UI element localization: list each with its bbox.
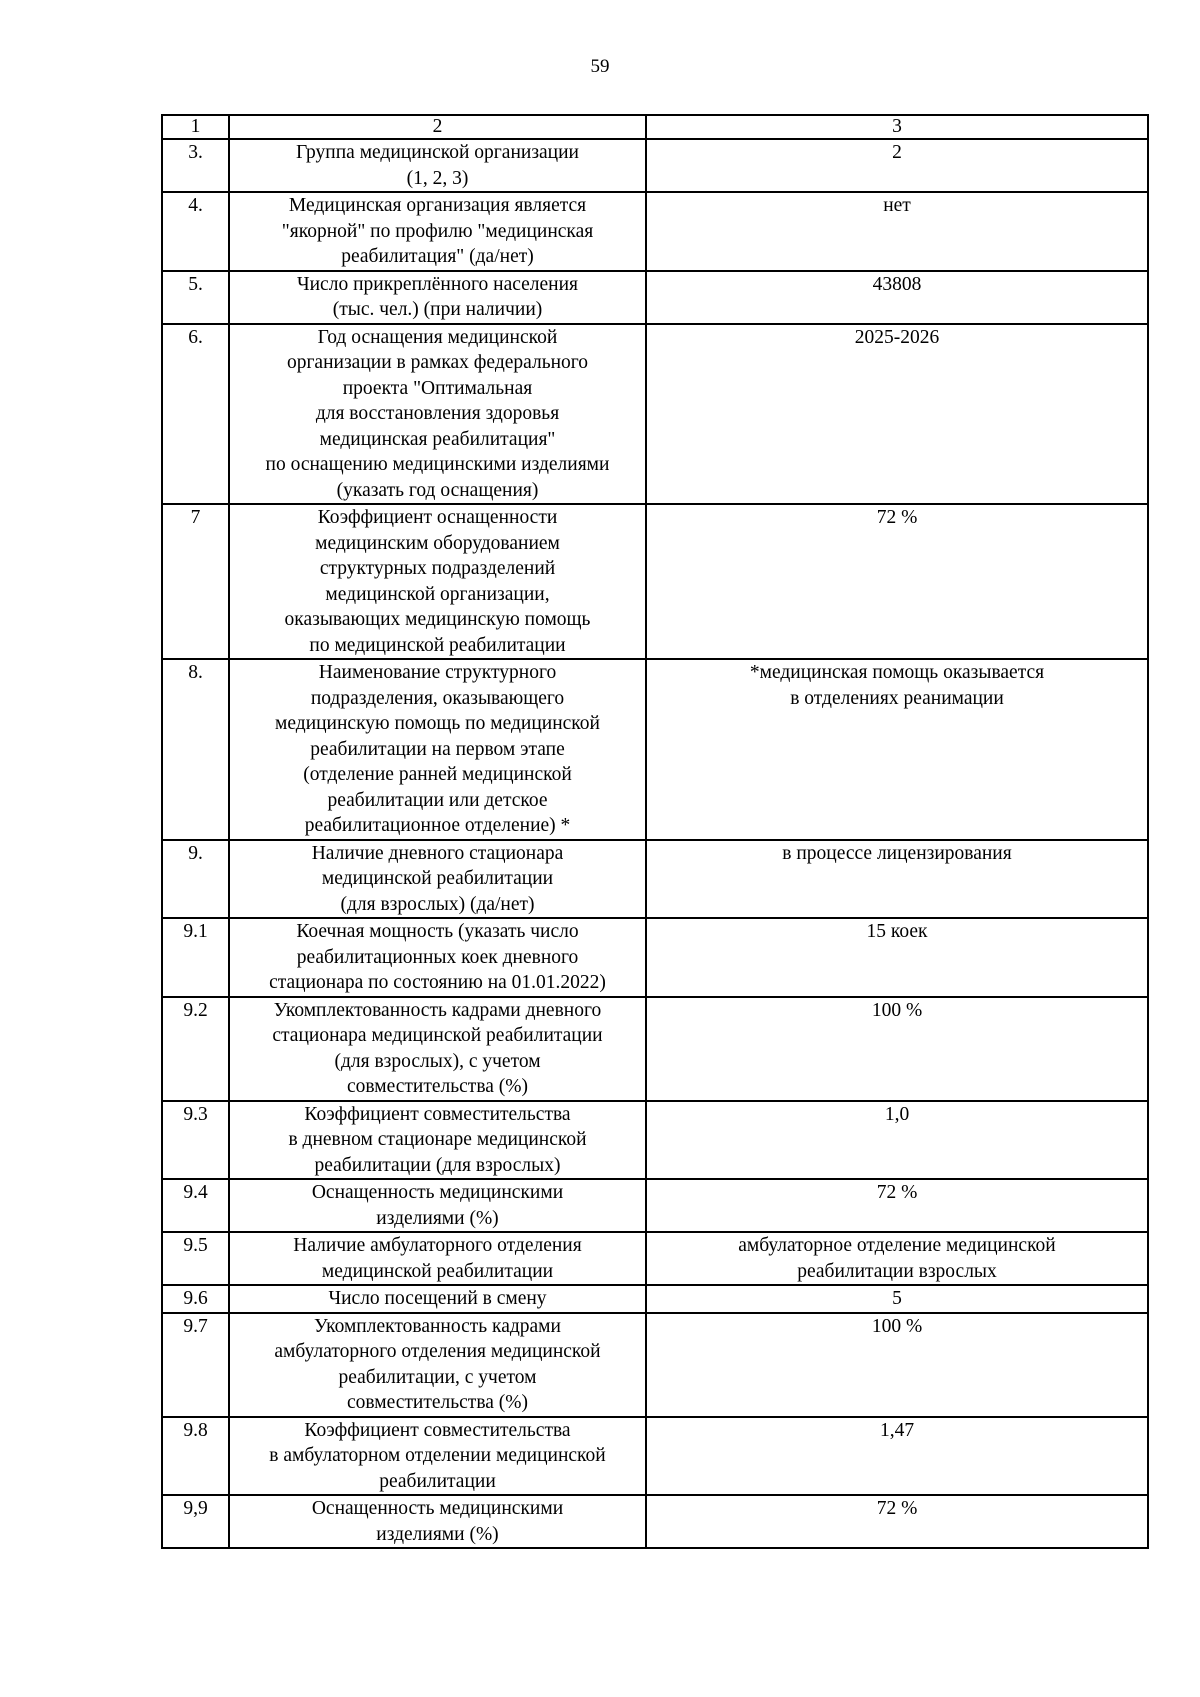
table-row xyxy=(162,504,1148,659)
row-number: 9.3 xyxy=(162,1101,229,1180)
table-row xyxy=(162,997,1148,1101)
row-number: 9.7 xyxy=(162,1313,229,1417)
header-cell-name: 2 xyxy=(229,115,646,139)
row-number: 8. xyxy=(162,659,229,840)
row-indicator: Наличие амбулаторного отделения медицинской реабилитации xyxy=(229,1232,646,1285)
page-number: 59 xyxy=(590,56,610,77)
row-value: 100 % xyxy=(646,997,1148,1101)
table-row xyxy=(162,139,1148,192)
row-value: в процессе лицензирования xyxy=(646,840,1148,919)
table-row xyxy=(162,1101,1148,1180)
row-value: амбулаторное отделение медицинской реабилитации взрослых xyxy=(646,1232,1148,1285)
table-row xyxy=(162,1417,1148,1496)
row-value: 72 % xyxy=(646,1179,1148,1232)
row-number: 9.5 xyxy=(162,1232,229,1285)
table-row xyxy=(162,1285,1148,1313)
row-indicator: Число посещений в смену xyxy=(229,1285,646,1313)
row-indicator: Коечная мощность (указать число реабилитационных коек дневного стационара по состоянию на 01.01.2022) xyxy=(229,918,646,997)
row-value: 100 % xyxy=(646,1313,1148,1417)
header-cell-value: 3 xyxy=(646,115,1148,139)
row-value: 15 коек xyxy=(646,918,1148,997)
row-number: 9.4 xyxy=(162,1179,229,1232)
table-row xyxy=(162,918,1148,997)
row-indicator: Год оснащения медицинской организации в рамках федерального проекта "Оптимальная для восстановления здоровья медицинская реабилитация" по оснащению медицинскими изделиями (указать год оснащения) xyxy=(229,324,646,505)
row-value: 1,47 xyxy=(646,1417,1148,1496)
row-indicator: Коэффициент совместительства в амбулаторном отделении медицинской реабилитации xyxy=(229,1417,646,1496)
table-header-row xyxy=(162,115,1148,139)
table-row xyxy=(162,192,1148,271)
row-indicator: Укомплектованность кадрами дневного стационара медицинской реабилитации (для взрослых), с учетом совместительства (%) xyxy=(229,997,646,1101)
table-row xyxy=(162,271,1148,324)
row-indicator: Коэффициент оснащенности медицинским оборудованием структурных подразделений медицинской организации, оказывающих медицинскую помощь по медицинской реабилитации xyxy=(229,504,646,659)
row-value: *медицинская помощь оказывается в отделениях реанимации xyxy=(646,659,1148,840)
row-indicator: Оснащенность медицинскими изделиями (%) xyxy=(229,1179,646,1232)
row-value: 43808 xyxy=(646,271,1148,324)
rehabilitation-data-table xyxy=(161,114,1149,1549)
row-value: 2 xyxy=(646,139,1148,192)
row-indicator: Наименование структурного подразделения, оказывающего медицинскую помощь по медицинской реабилитации на первом этапе (отделение ранней медицинской реабилитации или детское реабилитационное отделение) * xyxy=(229,659,646,840)
table-row xyxy=(162,1313,1148,1417)
row-number: 9,9 xyxy=(162,1495,229,1548)
row-value: 2025-2026 xyxy=(646,324,1148,505)
table-row xyxy=(162,1179,1148,1232)
row-indicator: Медицинская организация является "якорной" по профилю "медицинская реабилитация" (да/нет) xyxy=(229,192,646,271)
row-number: 9. xyxy=(162,840,229,919)
row-number: 5. xyxy=(162,271,229,324)
row-value: нет xyxy=(646,192,1148,271)
row-number: 9.2 xyxy=(162,997,229,1101)
table-row xyxy=(162,1495,1148,1548)
row-number: 9.8 xyxy=(162,1417,229,1496)
row-indicator: Число прикреплённого населения (тыс. чел.) (при наличии) xyxy=(229,271,646,324)
row-number: 3. xyxy=(162,139,229,192)
row-value: 1,0 xyxy=(646,1101,1148,1180)
row-value: 72 % xyxy=(646,1495,1148,1548)
table-row xyxy=(162,324,1148,505)
row-number: 9.1 xyxy=(162,918,229,997)
header-cell-number: 1 xyxy=(162,115,229,139)
row-number: 7 xyxy=(162,504,229,659)
row-indicator: Группа медицинской организации (1, 2, 3) xyxy=(229,139,646,192)
row-indicator: Укомплектованность кадрами амбулаторного отделения медицинской реабилитации, с учетом совместительства (%) xyxy=(229,1313,646,1417)
row-number: 9.6 xyxy=(162,1285,229,1313)
table-row xyxy=(162,1232,1148,1285)
row-number: 4. xyxy=(162,192,229,271)
row-number: 6. xyxy=(162,324,229,505)
row-value: 72 % xyxy=(646,504,1148,659)
row-indicator: Оснащенность медицинскими изделиями (%) xyxy=(229,1495,646,1548)
row-value: 5 xyxy=(646,1285,1148,1313)
row-indicator: Коэффициент совместительства в дневном стационаре медицинской реабилитации (для взрослых) xyxy=(229,1101,646,1180)
table-row xyxy=(162,659,1148,840)
table-row xyxy=(162,840,1148,919)
row-indicator: Наличие дневного стационара медицинской реабилитации (для взрослых) (да/нет) xyxy=(229,840,646,919)
